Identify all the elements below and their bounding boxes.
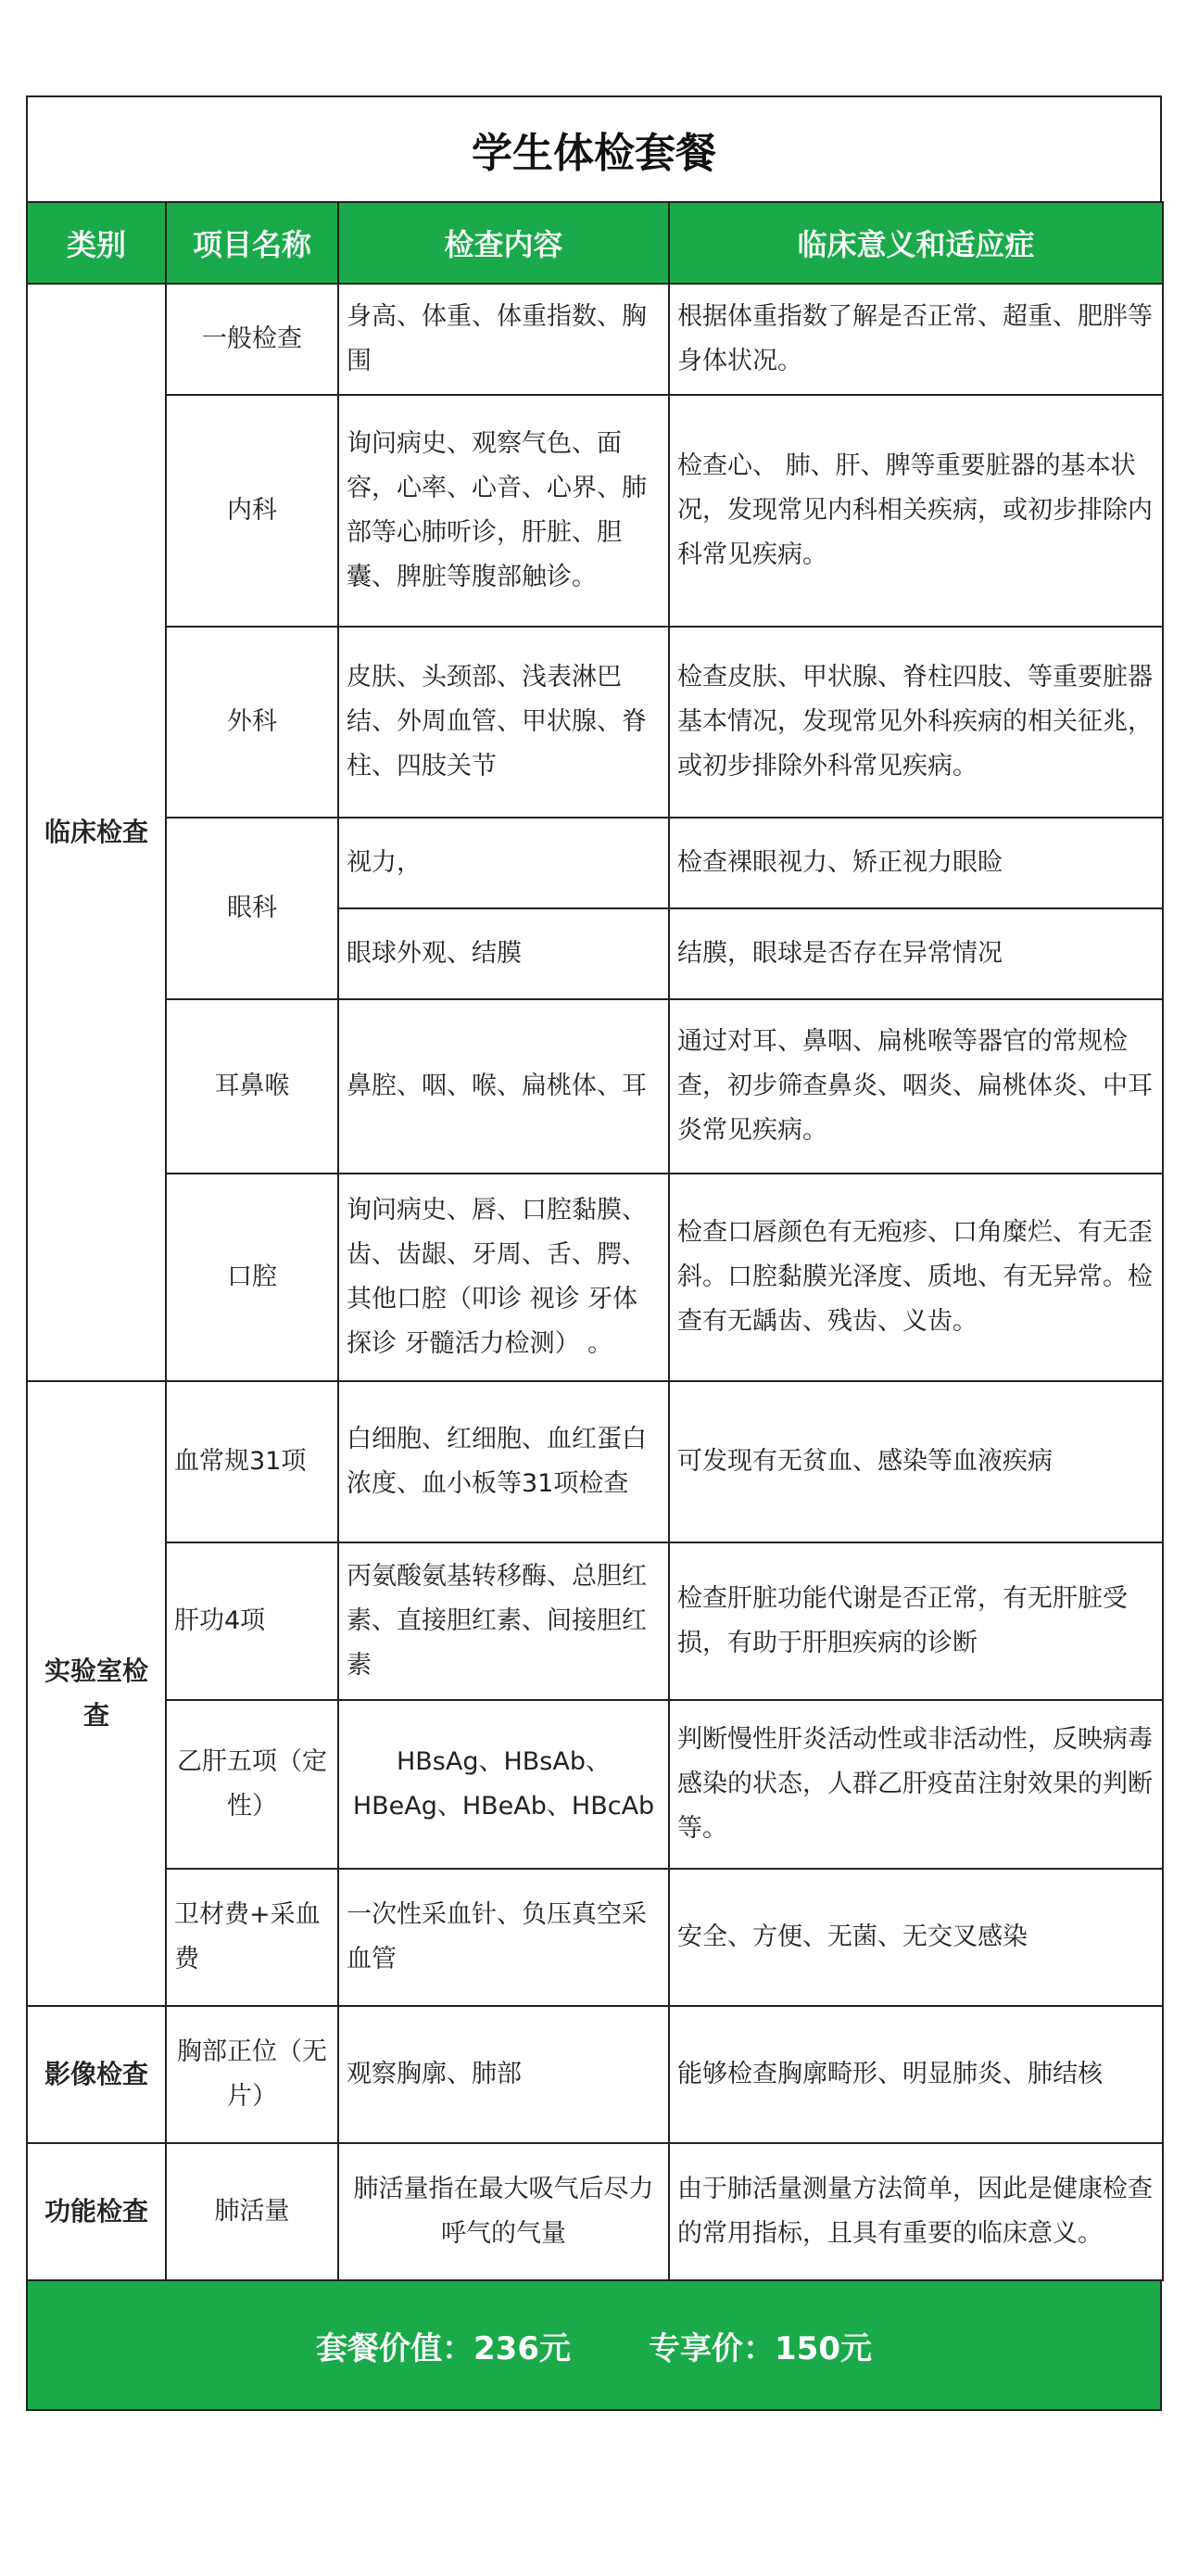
item-meaning: 能够检查胸廓畸形、明显肺炎、肺结核 xyxy=(669,2006,1163,2143)
item-name: 肝功4项 xyxy=(166,1542,338,1700)
table-row xyxy=(27,1700,1163,1869)
table-row xyxy=(27,1381,1163,1542)
item-content: 肺活量指在最大吸气后尽力呼气的气量 xyxy=(338,2143,669,2280)
package-value: 套餐价值：236元 xyxy=(316,2329,571,2367)
item-content: 身高、体重、体重指数、胸围 xyxy=(338,284,669,395)
category-clinical: 临床检查 xyxy=(27,284,166,1381)
header-item: 项目名称 xyxy=(166,202,338,284)
exam-table xyxy=(26,201,1164,2281)
category-lab: 实验室检查 xyxy=(27,1381,166,2006)
page-title: 学生体检套餐 xyxy=(26,95,1162,201)
item-meaning: 检查皮肤、甲状腺、脊柱四肢、等重要脏器基本情况，发现常见外科疾病的相关征兆，或初步排除外科常见疾病。 xyxy=(669,627,1163,818)
item-meaning: 通过对耳、鼻咽、扁桃喉等器官的常规检查，初步筛查鼻炎、咽炎、扁桃体炎、中耳炎常见疾病。 xyxy=(669,999,1163,1174)
table-row xyxy=(27,1174,1163,1381)
header-meaning: 临床意义和适应症 xyxy=(669,202,1163,284)
table-row xyxy=(27,999,1163,1174)
item-content: 询问病史、观察气色、面容，心率、心音、心界、肺部等心肺听诊，肝脏、胆囊、脾脏等腹部触诊。 xyxy=(338,395,669,627)
item-name: 胸部正位（无片） xyxy=(166,2006,338,2143)
table-row xyxy=(27,284,1163,395)
item-content: 视力， xyxy=(338,818,669,908)
table-row xyxy=(27,2143,1163,2280)
item-meaning: 结膜，眼球是否存在异常情况 xyxy=(669,908,1163,999)
item-content: HBsAg、HBsAb、HBeAg、HBeAb、HBcAb xyxy=(338,1700,669,1869)
item-meaning: 安全、方便、无菌、无交叉感染 xyxy=(669,1869,1163,2006)
item-name: 乙肝五项（定性） xyxy=(166,1700,338,1869)
special-price: 专享价：150元 xyxy=(649,2329,872,2367)
header-category: 类别 xyxy=(27,202,166,284)
item-content: 眼球外观、结膜 xyxy=(338,908,669,999)
table-row xyxy=(27,1542,1163,1700)
package-sheet xyxy=(26,95,1162,2411)
item-name: 内科 xyxy=(166,395,338,627)
header-content: 检查内容 xyxy=(338,202,669,284)
table-row xyxy=(27,818,1163,908)
item-meaning: 根据体重指数了解是否正常、超重、肥胖等身体状况。 xyxy=(669,284,1163,395)
item-content: 丙氨酸氨基转移酶、总胆红素、直接胆红素、间接胆红素 xyxy=(338,1542,669,1700)
item-meaning: 检查肝脏功能代谢是否正常，有无肝脏受损，有助于肝胆疾病的诊断 xyxy=(669,1542,1163,1700)
table-header-row xyxy=(27,202,1163,284)
item-name: 眼科 xyxy=(166,818,338,999)
item-meaning: 可发现有无贫血、感染等血液疾病 xyxy=(669,1381,1163,1542)
category-function: 功能检查 xyxy=(27,2143,166,2280)
item-content: 皮肤、头颈部、浅表淋巴结、外周血管、甲状腺、脊柱、四肢关节 xyxy=(338,627,669,818)
item-name: 一般检查 xyxy=(166,284,338,395)
table-row xyxy=(27,2006,1163,2143)
item-meaning: 检查裸眼视力、矫正视力眼睑 xyxy=(669,818,1163,908)
table-row xyxy=(27,1869,1163,2006)
item-name: 口腔 xyxy=(166,1174,338,1381)
item-name: 外科 xyxy=(166,627,338,818)
item-meaning: 由于肺活量测量方法简单，因此是健康检查的常用指标，且具有重要的临床意义。 xyxy=(669,2143,1163,2280)
price-footer xyxy=(26,2281,1162,2411)
item-meaning: 检查口唇颜色有无疱疹、口角糜烂、有无歪斜。口腔黏膜光泽度、质地、有无异常。检查有无龋齿、残齿、义齿。 xyxy=(669,1174,1163,1381)
item-meaning: 检查心、 肺、肝、脾等重要脏器的基本状况，发现常见内科相关疾病，或初步排除内科常见疾病。 xyxy=(669,395,1163,627)
item-content: 白细胞、红细胞、血红蛋白浓度、血小板等31项检查 xyxy=(338,1381,669,1542)
table-row xyxy=(27,395,1163,627)
item-name: 肺活量 xyxy=(166,2143,338,2280)
item-name: 耳鼻喉 xyxy=(166,999,338,1174)
item-content: 一次性采血针、负压真空采血管 xyxy=(338,1869,669,2006)
item-name: 卫材费+采血费 xyxy=(166,1869,338,2006)
item-meaning: 判断慢性肝炎活动性或非活动性，反映病毒感染的状态，人群乙肝疫苗注射效果的判断等。 xyxy=(669,1700,1163,1869)
item-content: 观察胸廓、肺部 xyxy=(338,2006,669,2143)
item-name: 血常规31项 xyxy=(166,1381,338,1542)
item-content: 询问病史、唇、口腔黏膜、齿、齿龈、牙周、舌、腭、其他口腔（叩诊 视诊 牙体探诊 牙髓活力检测） 。 xyxy=(338,1174,669,1381)
table-row xyxy=(27,627,1163,818)
item-content: 鼻腔、咽、喉、扁桃体、耳 xyxy=(338,999,669,1174)
category-imaging: 影像检查 xyxy=(27,2006,166,2143)
